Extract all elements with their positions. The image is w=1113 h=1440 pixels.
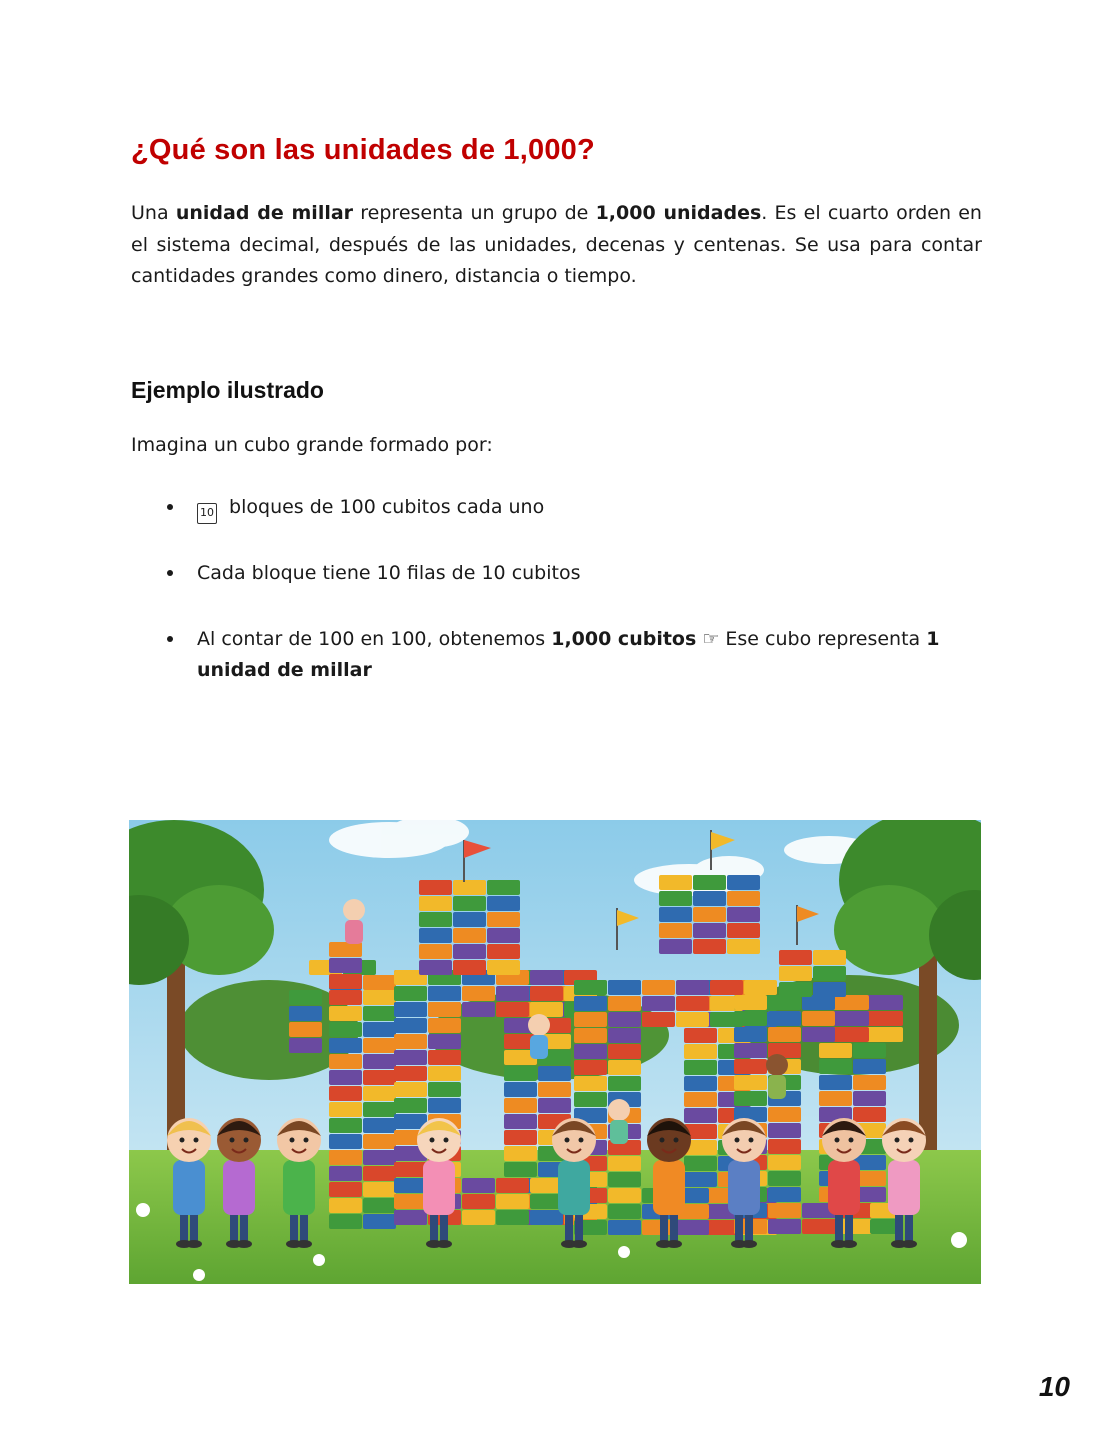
brick bbox=[419, 928, 452, 943]
bullet-bold-unidad-de-millar: 1 unidad de millar bbox=[197, 627, 940, 681]
brick bbox=[642, 980, 675, 995]
brick bbox=[676, 1220, 709, 1235]
bullet-text: Al contar de 100 en 100, obtenemos bbox=[197, 627, 552, 650]
brick bbox=[453, 960, 486, 975]
brick bbox=[802, 1027, 835, 1042]
brick bbox=[329, 974, 362, 989]
brick bbox=[453, 928, 486, 943]
brick bbox=[676, 1012, 709, 1027]
brick bbox=[608, 1044, 641, 1059]
brick bbox=[574, 996, 607, 1011]
brick bbox=[363, 1214, 396, 1229]
brick bbox=[363, 1054, 396, 1069]
brick bbox=[659, 907, 692, 922]
brick bbox=[659, 923, 692, 938]
brick bbox=[836, 995, 869, 1010]
brick bbox=[428, 986, 461, 1001]
brick bbox=[329, 990, 362, 1005]
brick bbox=[428, 1066, 461, 1081]
brick bbox=[779, 950, 812, 965]
brick bbox=[802, 1219, 835, 1234]
brick bbox=[428, 1018, 461, 1033]
brick bbox=[836, 1011, 869, 1026]
keycap-ten-icon: 10 bbox=[197, 503, 217, 524]
intro-text-2: representa un grupo de bbox=[353, 202, 596, 224]
brick bbox=[530, 1002, 563, 1017]
brick bbox=[768, 1123, 801, 1138]
brick bbox=[462, 1210, 495, 1225]
page-number: 10 bbox=[1038, 1371, 1070, 1402]
brick bbox=[608, 1204, 641, 1219]
brick bbox=[530, 970, 563, 985]
brick bbox=[779, 982, 812, 997]
brick bbox=[394, 1178, 427, 1193]
brick bbox=[504, 1082, 537, 1097]
brick bbox=[693, 923, 726, 938]
brick bbox=[487, 896, 520, 911]
brick bbox=[462, 1178, 495, 1193]
brick bbox=[734, 1027, 767, 1042]
brick bbox=[394, 1098, 427, 1113]
brick bbox=[684, 1156, 717, 1171]
brick bbox=[538, 1098, 571, 1113]
brick bbox=[329, 1198, 362, 1213]
brick bbox=[363, 1182, 396, 1197]
brick bbox=[676, 996, 709, 1011]
brick bbox=[329, 942, 362, 957]
brick bbox=[819, 1075, 852, 1090]
brick bbox=[329, 1166, 362, 1181]
brick bbox=[819, 1091, 852, 1106]
brick bbox=[363, 1134, 396, 1149]
brick bbox=[802, 995, 835, 1010]
brick bbox=[289, 990, 322, 1005]
brick bbox=[496, 1002, 529, 1017]
brick bbox=[853, 1075, 886, 1090]
brick bbox=[684, 1076, 717, 1091]
brick bbox=[538, 1082, 571, 1097]
brick bbox=[363, 1198, 396, 1213]
intro-text-1: Una bbox=[131, 202, 176, 224]
brick bbox=[813, 966, 846, 981]
brick bbox=[853, 1059, 886, 1074]
brick bbox=[394, 1002, 427, 1017]
brick bbox=[734, 1091, 767, 1106]
bullet-item-blocks bbox=[131, 492, 983, 524]
brick bbox=[727, 875, 760, 890]
brick bbox=[329, 958, 362, 973]
brick bbox=[504, 1162, 537, 1177]
brick bbox=[504, 1114, 537, 1129]
brick bbox=[394, 986, 427, 1001]
brick bbox=[363, 990, 396, 1005]
brick bbox=[428, 1082, 461, 1097]
brick bbox=[768, 1171, 801, 1186]
brick bbox=[462, 1194, 495, 1209]
bullet-item-count bbox=[131, 624, 983, 687]
brick bbox=[727, 923, 760, 938]
brick bbox=[329, 1086, 362, 1101]
brick bbox=[608, 1012, 641, 1027]
bullet-dot bbox=[167, 570, 173, 576]
brick bbox=[642, 996, 675, 1011]
brick bbox=[329, 1214, 362, 1229]
brick bbox=[574, 980, 607, 995]
brick bbox=[363, 1006, 396, 1021]
brick bbox=[419, 960, 452, 975]
brick bbox=[363, 1038, 396, 1053]
brick bbox=[693, 907, 726, 922]
brick bbox=[363, 1022, 396, 1037]
brick bbox=[428, 1050, 461, 1065]
brick bbox=[394, 1066, 427, 1081]
illustration-children-block-1000 bbox=[129, 820, 981, 1284]
brick bbox=[289, 1022, 322, 1037]
bullet-text-pointing: ☞ Ese cubo representa bbox=[696, 627, 927, 650]
brick bbox=[453, 944, 486, 959]
brick bbox=[530, 986, 563, 1001]
brick bbox=[538, 1066, 571, 1081]
intro-bold-1000-unidades: 1,000 unidades bbox=[595, 202, 762, 224]
brick bbox=[487, 944, 520, 959]
brick bbox=[684, 1060, 717, 1075]
brick bbox=[419, 944, 452, 959]
brick bbox=[802, 1011, 835, 1026]
brick bbox=[453, 912, 486, 927]
page-title: ¿Qué son las unidades de 1,000? bbox=[131, 134, 595, 166]
brick bbox=[394, 1194, 427, 1209]
brick bbox=[819, 1059, 852, 1074]
brick bbox=[768, 1027, 801, 1042]
brick bbox=[608, 996, 641, 1011]
brick bbox=[453, 896, 486, 911]
brick bbox=[394, 1082, 427, 1097]
brick bbox=[504, 1130, 537, 1145]
brick bbox=[684, 1028, 717, 1043]
brick bbox=[574, 1044, 607, 1059]
intro-text-3: . Es el cuarto orden en el sistema decimal, después de las unidades, decenas y centenas. Se usa para contar cantidades grandes como dinero, distancia o tiempo. bbox=[131, 202, 982, 287]
brick bbox=[768, 1107, 801, 1122]
brick bbox=[394, 1210, 427, 1225]
brick bbox=[453, 880, 486, 895]
brick bbox=[693, 875, 726, 890]
bullet-dot bbox=[167, 636, 173, 642]
brick bbox=[363, 975, 396, 990]
brick bbox=[836, 1027, 869, 1042]
brick bbox=[684, 1092, 717, 1107]
brick bbox=[428, 1002, 461, 1017]
brick bbox=[504, 1146, 537, 1161]
brick bbox=[734, 1043, 767, 1058]
brick bbox=[768, 1203, 801, 1218]
brick bbox=[608, 1220, 641, 1235]
brick bbox=[363, 1102, 396, 1117]
brick bbox=[734, 1075, 767, 1090]
brick bbox=[693, 939, 726, 954]
brick bbox=[608, 1156, 641, 1171]
brick bbox=[428, 1098, 461, 1113]
brick bbox=[779, 966, 812, 981]
brick bbox=[419, 912, 452, 927]
bullet-item-rows bbox=[131, 558, 983, 590]
brick bbox=[289, 1038, 322, 1053]
brick bbox=[462, 986, 495, 1001]
brick bbox=[727, 907, 760, 922]
brick bbox=[496, 1210, 529, 1225]
brick bbox=[608, 1172, 641, 1187]
brick bbox=[768, 1187, 801, 1202]
brick bbox=[419, 880, 452, 895]
brick bbox=[684, 1108, 717, 1123]
brick bbox=[676, 980, 709, 995]
brick bbox=[684, 1172, 717, 1187]
brick bbox=[574, 1012, 607, 1027]
brick bbox=[870, 1011, 903, 1026]
brick bbox=[329, 1102, 362, 1117]
brick bbox=[608, 1076, 641, 1091]
brick bbox=[768, 995, 801, 1010]
brick bbox=[608, 1188, 641, 1203]
brick bbox=[727, 891, 760, 906]
brick bbox=[734, 1011, 767, 1026]
brick bbox=[659, 875, 692, 890]
brick bbox=[819, 1043, 852, 1058]
brick bbox=[496, 986, 529, 1001]
brick bbox=[363, 1118, 396, 1133]
brick bbox=[487, 960, 520, 975]
brick bbox=[574, 1076, 607, 1091]
brick bbox=[813, 982, 846, 997]
brick bbox=[768, 1011, 801, 1026]
brick bbox=[504, 1098, 537, 1113]
brick bbox=[394, 1034, 427, 1049]
brick bbox=[608, 1028, 641, 1043]
brick bbox=[734, 1059, 767, 1074]
brick bbox=[419, 896, 452, 911]
brick bbox=[768, 1139, 801, 1154]
brick bbox=[289, 1006, 322, 1021]
brick bbox=[363, 1086, 396, 1101]
intro-bold-unidad-de-millar: unidad de millar bbox=[175, 202, 354, 224]
brick bbox=[496, 1178, 529, 1193]
brick bbox=[608, 980, 641, 995]
brick bbox=[853, 1043, 886, 1058]
brick bbox=[574, 1028, 607, 1043]
brick bbox=[642, 1012, 675, 1027]
brick bbox=[504, 1066, 537, 1081]
brick bbox=[487, 880, 520, 895]
brick bbox=[462, 1002, 495, 1017]
brick bbox=[487, 928, 520, 943]
bullet-text: Cada bloque tiene 10 filas de 10 cubitos bbox=[197, 562, 581, 584]
brick bbox=[684, 1044, 717, 1059]
brick bbox=[329, 1022, 362, 1037]
bullet-dot bbox=[167, 504, 173, 510]
brick bbox=[710, 980, 743, 995]
brick bbox=[574, 1060, 607, 1075]
brick bbox=[870, 1027, 903, 1042]
brick bbox=[744, 980, 777, 995]
bullet-bold-1000-cubitos: 1,000 cubitos bbox=[551, 627, 697, 650]
brick bbox=[768, 1155, 801, 1170]
brick bbox=[608, 1060, 641, 1075]
brick bbox=[329, 1054, 362, 1069]
brick bbox=[530, 1210, 563, 1225]
brick bbox=[329, 1150, 362, 1165]
brick bbox=[727, 939, 760, 954]
brick bbox=[870, 995, 903, 1010]
example-lead: Imagina un cubo grande formado por: bbox=[131, 434, 493, 456]
brick bbox=[487, 912, 520, 927]
brick bbox=[329, 1118, 362, 1133]
bullet-text: bloques de 100 cubitos cada uno bbox=[223, 496, 545, 518]
brick bbox=[659, 939, 692, 954]
brick bbox=[329, 1038, 362, 1053]
brick bbox=[329, 1182, 362, 1197]
brick bbox=[363, 1150, 396, 1165]
brick bbox=[329, 1070, 362, 1085]
brick bbox=[574, 1092, 607, 1107]
brick bbox=[394, 1050, 427, 1065]
example-bullet-list bbox=[131, 492, 983, 687]
brick bbox=[329, 1006, 362, 1021]
brick bbox=[394, 1018, 427, 1033]
brick bbox=[363, 1166, 396, 1181]
brick bbox=[853, 1107, 886, 1122]
brick bbox=[496, 1194, 529, 1209]
brick bbox=[853, 1091, 886, 1106]
brick bbox=[768, 1219, 801, 1234]
brick bbox=[659, 891, 692, 906]
intro-paragraph bbox=[131, 198, 982, 293]
brick bbox=[363, 1070, 396, 1085]
brick bbox=[693, 891, 726, 906]
brick bbox=[329, 1134, 362, 1149]
brick bbox=[394, 1162, 427, 1177]
brick bbox=[813, 950, 846, 965]
block-number-scene bbox=[129, 820, 981, 1284]
section-heading-example: Ejemplo ilustrado bbox=[131, 377, 324, 403]
brick bbox=[734, 995, 767, 1010]
brick bbox=[428, 1034, 461, 1049]
